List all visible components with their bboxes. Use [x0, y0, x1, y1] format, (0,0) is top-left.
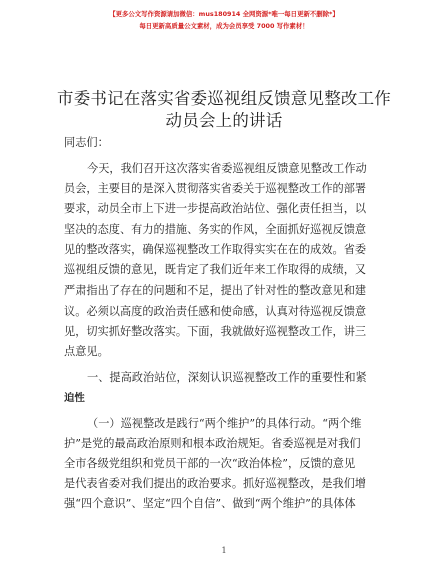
paragraph-2-line: 强“四个意识”、坚定“四个自信”、做到“两个维护”的具体体 [64, 497, 356, 510]
paragraph-1-line: 坚决的态度、有力的措施、务实的作风，全面抓好巡视反馈意 [64, 223, 367, 236]
page-number: 1 [221, 546, 227, 555]
paragraph-2-line: 护”是党的最高政治原则和根本政治规矩。省委巡视是对我们 [64, 437, 361, 450]
paragraph-1-line: 议。必须以高度的政治责任感和使命感，认真对待巡视反馈意 [64, 305, 367, 318]
paragraph-2-line: 全市各级党组织和党员干部的一次“政治体检”，反馈的意见 [64, 457, 356, 470]
paragraph-1-line: 要求，动员全市上下进一步提高政治站位、强化责任担当，以 [64, 202, 367, 215]
document-title-line-1: 市委书记在落实省委巡视组反馈意见整改工作 [57, 89, 391, 108]
document-title-line-2: 动员会上的讲话 [165, 111, 283, 130]
promo-banner-line-1: 【更多公文写作资源请加微信：mus180914 全网资源*唯一每日更新不删除*】 [109, 10, 339, 18]
salutation: 同志们： [64, 136, 109, 149]
paragraph-2-line: 是代表省委对我们提出的政治要求。抓好巡视整改，是我们增 [64, 477, 367, 490]
paragraph-1-line: 见的整改落实，确保巡视整改工作取得实实在在的成效。省委 [64, 243, 367, 256]
section-heading-line-1: 一、提高政治站位，深刻认识巡视整改工作的重要性和紧 [87, 371, 367, 384]
paragraph-2-line: （一）巡视整改是践行“两个维护”的具体行动。“两个维 [87, 417, 362, 430]
paragraph-1-line: 员会，主要目的是深入贯彻落实省委关于巡视整改工作的部署 [64, 182, 367, 195]
paragraph-1-line: 严肃指出了存在的问题和不足，提出了针对性的整改意见和建 [64, 284, 367, 297]
paragraph-1-line: 今天，我们召开这次落实省委巡视组反馈意见整改工作动 [87, 162, 367, 175]
promo-banner-line-2: 每日更新高质量公文素材，成为会员享受 7000 写作素材！ [139, 22, 309, 30]
paragraph-1-line: 见，切实抓好整改落实。下面，我就做好巡视整改工作，讲三 [64, 325, 367, 338]
section-heading-line-2: 迫性 [64, 392, 85, 404]
paragraph-1-line: 巡视组反馈的意见，既肯定了我们近年来工作取得的成绩，又 [64, 263, 367, 276]
paragraph-1-line: 点意见。 [64, 345, 109, 358]
